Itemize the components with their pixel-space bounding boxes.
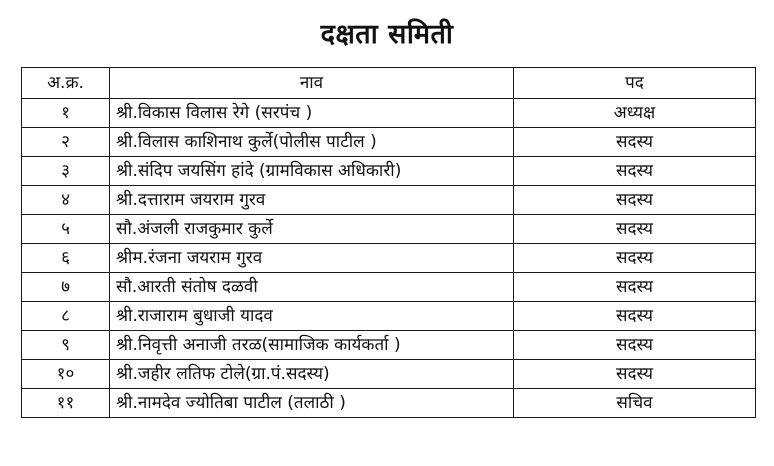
table-row [22, 186, 756, 215]
row-name: सौ.अंजली राजकुमार कुर्ले [110, 215, 514, 244]
table-row [22, 389, 756, 418]
row-name: श्री.विकास विलास रेगे (सरपंच ) [110, 99, 514, 128]
row-name: श्री.नामदेव ज्योतिबा पाटील (तलाठी ) [110, 389, 514, 418]
row-post: सदस्य [514, 186, 756, 215]
table-row [22, 157, 756, 186]
row-serial: ११ [22, 389, 110, 418]
table-row [22, 331, 756, 360]
row-serial: १० [22, 360, 110, 389]
row-serial: ३ [22, 157, 110, 186]
row-name: श्री.राजाराम बुधाजी यादव [110, 302, 514, 331]
row-serial: ८ [22, 302, 110, 331]
row-post: सदस्य [514, 215, 756, 244]
table-row [22, 360, 756, 389]
row-serial: ९ [22, 331, 110, 360]
row-serial: २ [22, 128, 110, 157]
row-serial: ७ [22, 273, 110, 302]
header-post: पद [514, 68, 756, 99]
row-post: सचिव [514, 389, 756, 418]
row-name: सौ.आरती संतोष दळवी [110, 273, 514, 302]
row-name: श्री.दत्ताराम जयराम गुरव [110, 186, 514, 215]
row-post: सदस्य [514, 302, 756, 331]
row-post: अध्यक्ष [514, 99, 756, 128]
table-row [22, 244, 756, 273]
row-name: श्री.संदिप जयसिंग हांदे (ग्रामविकास अधिकारी) [110, 157, 514, 186]
row-name: श्री.निवृत्ती अनाजी तरळ(सामाजिक कार्यकर्ता ) [110, 331, 514, 360]
row-name: श्री.जहीर लतिफ टोले(ग्रा.पं.सदस्य) [110, 360, 514, 389]
header-serial: अ.क्र. [22, 68, 110, 99]
row-serial: ६ [22, 244, 110, 273]
table-row [22, 99, 756, 128]
row-post: सदस्य [514, 331, 756, 360]
header-name: नाव [110, 68, 514, 99]
row-post: सदस्य [514, 273, 756, 302]
row-post: सदस्य [514, 157, 756, 186]
table-row [22, 273, 756, 302]
row-serial: ५ [22, 215, 110, 244]
page-title: दक्षता समिती [320, 19, 454, 50]
row-post: सदस्य [514, 128, 756, 157]
row-name: श्री.विलास काशिनाथ कुर्ले(पोलीस पाटील ) [110, 128, 514, 157]
table-row [22, 128, 756, 157]
row-post: सदस्य [514, 360, 756, 389]
row-post: सदस्य [514, 244, 756, 273]
table-header-row [22, 68, 756, 99]
row-serial: ४ [22, 186, 110, 215]
row-name: श्रीम.रंजना जयराम गुरव [110, 244, 514, 273]
committee-table [21, 67, 756, 418]
table-row [22, 302, 756, 331]
table-row [22, 215, 756, 244]
row-serial: १ [22, 99, 110, 128]
